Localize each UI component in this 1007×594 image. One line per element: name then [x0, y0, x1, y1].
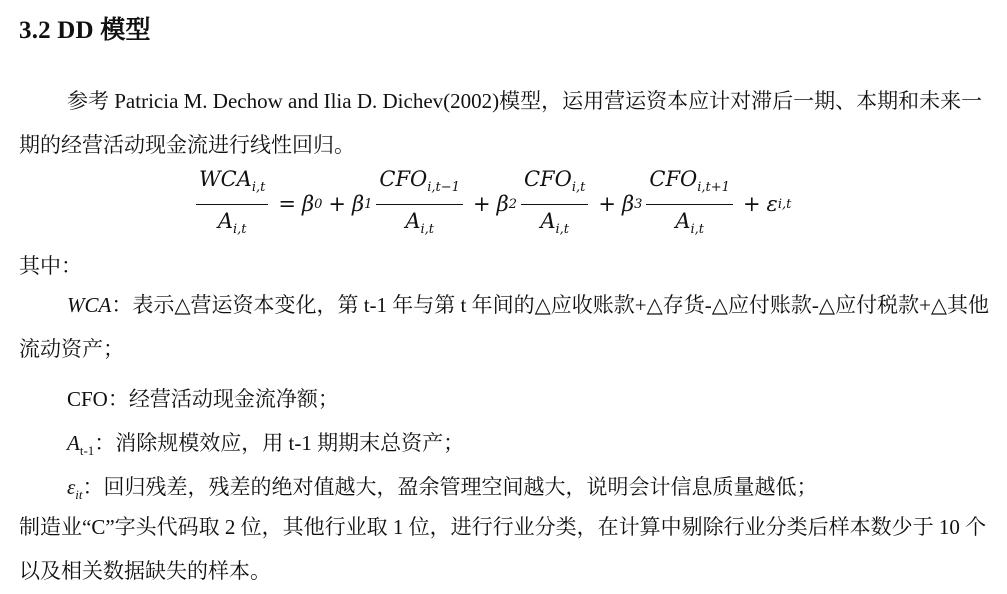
t3-den-var: A — [675, 208, 691, 233]
t2-den-var: A — [540, 208, 556, 233]
plus-sign-4: + — [742, 192, 761, 216]
closing-paragraph: 制造业“C”字头代码取 2 位，其他行业取 1 位，进行行业分类，在计算中剔除行业分类后样本数少于 10 个以及相关数据缺失的样本。 — [19, 515, 987, 583]
t2-den-sub: i,t — [555, 221, 570, 237]
beta2-symbol: β — [496, 192, 509, 216]
lhs-den-var: A — [217, 208, 233, 233]
beta0-sub: 0 — [314, 196, 323, 212]
cfo-term: CFO — [67, 387, 108, 411]
epsilon-text: ：回归残差，残差的绝对值越大，盈余管理空间越大，说明会计信息质量越低； — [82, 475, 818, 499]
t1-num-var: CFO — [379, 166, 428, 191]
wca-term: WCA — [67, 293, 112, 317]
beta1-symbol: β — [351, 192, 365, 216]
lhs-fraction — [196, 166, 268, 243]
equals-sign: = — [278, 192, 296, 216]
wca-text: ：表示△营运资本变化，第 t-1 年与第 t 年间的△应收账款+△存货-△应付账款-△应付税款+△其他流动资产； — [19, 293, 990, 361]
beta2-sub: 2 — [508, 196, 517, 212]
term2-fraction — [521, 166, 588, 243]
term3-fraction — [646, 166, 733, 243]
wca-definition — [19, 283, 994, 371]
epsilon-def-sub: it — [75, 487, 83, 502]
lhs-num-var: WCA — [199, 166, 252, 191]
plus-sign-1: + — [328, 192, 346, 216]
beta3-symbol: β — [621, 192, 635, 216]
dd-model-equation — [192, 166, 791, 242]
epsilon-symbol: ε — [766, 192, 778, 216]
t1-den-sub: i,t — [420, 221, 435, 237]
lhs-num-sub: i,t — [251, 179, 266, 195]
t1-den-var: A — [405, 208, 421, 233]
epsilon-sub: i,t — [777, 196, 792, 212]
t3-num-sub: i,t+1 — [697, 179, 730, 195]
cfo-definition — [67, 383, 994, 413]
a-definition — [67, 427, 994, 459]
beta3-sub: 3 — [634, 196, 643, 212]
a-text: ：消除规模效应，用 t-1 期期末总资产； — [94, 431, 465, 455]
a-sub: t-1 — [79, 443, 95, 458]
epsilon-term: ε — [67, 475, 76, 499]
plus-sign-3: + — [598, 192, 616, 216]
cfo-text: ：经营活动现金流净额； — [107, 387, 339, 411]
epsilon-definition — [67, 471, 994, 503]
term1-fraction — [376, 166, 463, 243]
beta1-sub: 1 — [364, 196, 373, 212]
t3-num-var: CFO — [649, 166, 698, 191]
plus-sign-2: + — [472, 192, 491, 216]
a-term: A — [67, 431, 80, 455]
section-heading: 3.2 DD 模型 — [19, 17, 151, 44]
t1-num-sub: i,t−1 — [427, 179, 460, 195]
intro-paragraph: 参考 Patricia M. Dechow and Ilia D. Dichev(2002)模型，运用营运资本应计对滞后一期、本期和未来一期的经营活动现金流进行线性回归。 — [19, 89, 983, 157]
t3-den-sub: i,t — [690, 221, 704, 237]
beta0-symbol: β — [301, 192, 315, 216]
t2-num-sub: i,t — [571, 179, 586, 195]
where-label: 其中： — [19, 254, 82, 278]
t2-num-var: CFO — [523, 166, 572, 191]
lhs-den-sub: i,t — [233, 221, 247, 237]
